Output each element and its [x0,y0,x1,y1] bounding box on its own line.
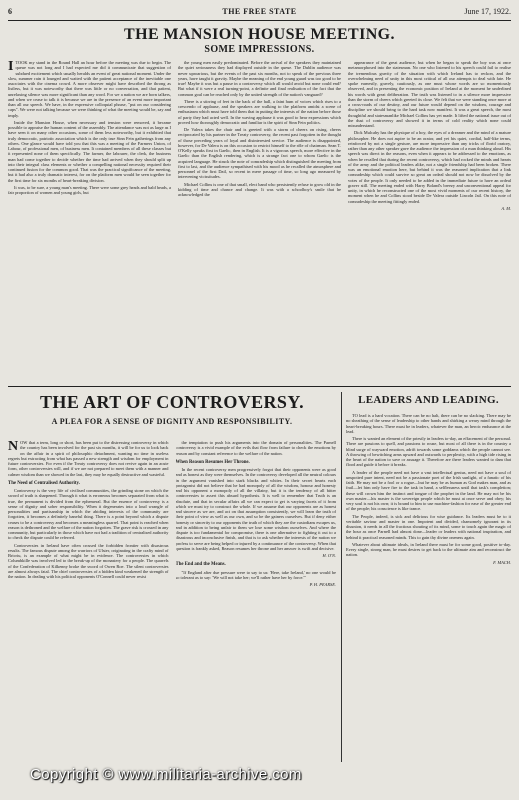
paragraph-text: In the recent controversy men progressively forgot that their opponents were as good and as honest as they were themselves. In the controversy developed all the neutral colours in the argument vanished into stark blacks and whites. In their secret hearts each protagonist did not believe that he had monopoly of all the wisdom, honour and honesty and his opponent a monopoly of all the villainy, but it is the tendency of all bitter controversies to assert this absurd hypothesis. It is well to remember that Truth is an absolute, and that in secular affairs all we can expect to get is varying facets of it from which we must try to construct the whole. If we assume that our opponents are as honest and sincere as we are, and act on that assumption consistently, we will learn the truth of their point of view as well as our own, and so be the gainers ourselves. But if deny either honesty or sincerity to our opponents the truth of which they are the custodians escapes us, and in addition to being unfair to them we lose some wisdom ourselves. And where the dispute is too fundamental for compromise, there is one alternative to fighting it out to a disastrous and inconclusive finish, and that is to ask whether the interests of the nation we profess to serve are being helped or injured by a continuance of the controversy. When that question is frankly asked, Reason resumes her throne and her answer is swift and decisive. [175,467,336,551]
paragraph [346,542,511,558]
paragraph [178,127,341,180]
paragraph [8,185,171,196]
article-controversy-body [8,440,336,760]
paragraph [348,130,511,204]
paragraph-text: TOOK my stand in the Round Hall an hour before the meeting was due to begin. The queue was not long and I had expected me did it communicate that suggestion of subdued excitement which usually heralds an event of great national moment. Under the slow, summer rain it lounged and waited with the patient acceptance of the inevitable one associates with the cinema crowd. A more observer might have described the throng as listless, but it was noteworthy that there was little or no conversation, and that patient, unrelaxing silence was more significant than any word. For we a nation we are born talkers, and when we cease to talk it is because we are in the presence of an event more important than all our speech. We have, in the expressive colloquial phrase, "put on our considering caps". We were not talking because we were thinking of what the meeting would be, say and imply. [8,60,171,118]
paragraph-text: the young men easily predominated. Before the arrival of the speakers they maintained the quiet seriousness they had displayed outside in the queue. The Dublin audience was never uproarious, but the events of the past six months, not to speak of the previous three years, have taught it gravity. Maybe the meaning of the end young guard was too good to be true! Maybe it was but a pause in a controversy which all would avoid but none could end? But what if it were a real turning-point, a definite and final realisation of the fact that the common goal can be reached only by the united strength of the nation's vanguard? [178,60,341,97]
paragraph [178,99,341,125]
paragraph [346,413,511,434]
issue-date: June 17, 1922. [464,7,511,16]
author-signature: H. O'N. [322,553,336,558]
paragraph-text: Controversy is the very life of civilised communities, the grinding stone on which the sword of truth is sharpened. Through it what is erroneous becomes separated from what is true, the permanent is divided from the ephemeral. But the essence of controversy is a sense of dignity and sober responsibility. When it degenerates into a loud wrangle of personalities and partisanship in which the abiding interests of the community are forgotten, it becomes a definitely baneful thing. There is a point beyond which a dispute ceases to be a controversy and becomes a meaningless quarrel. That point is reached when reason is dethroned and the welfare of the nation forgotten. The grave risk is crossed in any community, but particularly in those which have not had a tradition of centralised authority to check the dispute could be referred. [8,488,169,541]
page-number: 6 [8,7,12,16]
text-column [8,440,169,760]
column-divider [341,392,342,762]
paragraph [346,514,511,540]
section-subheading: The End and the Means. [175,562,226,568]
article-title: THE MANSION HOUSE MEETING. [124,26,395,43]
paragraph [178,60,341,97]
page-header [8,4,511,21]
drop-cap: N [8,440,19,454]
paragraph-text: It was, to be sure, a young man's meeting. There were some grey heads and bald heads, a fair proportion of women and young girls, but [8,184,171,195]
paragraph-text: Dick Mulcahy has the physique of a boy, the eyes of a dreamer and the mind of a mature philosopher. He does not aspire to be an orator, and yet his quiet, cordial, half-like terms, reinforced by not a single gesture, are more impressive than any tricks of florid oratory, rather than any other speaker gave the audience the impression of a man thinking aloud. His speech was direct in the reasons, even when it appears to be addressed to the emotions, as when he recalled that during the recent controversy, which had rocked the minds and hearts of the army and the political leaders alike, not a single friendship had been broken. There was an emotional emotion here, but behind it was the reasoned implication that a link comradeship which could survive so great an ordeal should not now be dissolved by the votes of the people. It only needed to be added in the immediate future to have an ordeal graver still. The meeting ended with Harry Boland's breezy and unconventional appeal for unity, in which he reconstructed one of the most vivid moments of our recent history, the moment when he and Collins stood beside De Valera outside Lincoln Jail. On this note of comradeship the meeting fittingly ended. [348,130,511,204]
paragraph-text: Michael Collins is one of that small, elect band who persistently refuse to grow old in the kidding of time and chance and change. It was with a schoolboy's smile that he acknowledged the [178,181,341,197]
paragraph-text: Controversies in Ireland have often crossed the forbidden frontier with disastrous results. The famous dispute among the warriors of Ulster, originating in the crafty mind of Bricriu, is an example of what might be in evidence. The controversies in which Columbkille was involved led to the break-up of the monastery for a people. The quarrels of the Confederation of Kilkenny broke the sword of Owen Roe. The silent controversies are almost always fatal. The chief controversies of a hidden kind weakened the strength of the nation. In dealing with his political opponents O'Connell could never resist [8,542,169,579]
paragraph-text: Whatever about ultimate ideals, in Ireland there must be for some good, positive to-day. Every single, strong man, he must desires to get back to the ultimate aim and reconstruct the nation. [346,541,511,558]
article-title: THE ART OF CONTROVERSY. [40,392,304,412]
paragraph-text: Inside the Mansion House, when necessary and tension were removed, it became possible to appraise the human content of the assembly. The attendance was not as large as I have seen it on many other occasions, some of them less noteworthy, but it exhibited that truly democratic, patriotic association which is the only true Sinn Fein gatherings from any others. One glance would have told you that this was a meeting of the Farmers Union, of Labour, of professional men, of business men. It contained members of all these classes but it represented none of them specifically. The farmer, the labourer, the clerk, the business man had come together to decide whether the time had arrived when they should split up into their integral class elements or whether a compelling national necessity required their continued fusion for the common good. That was the practical significance of the meeting, but it had also a truly dramatic interest, for on the platform men would be seen together for the first time for six months of heart-breaking division. [8,119,171,183]
paragraph [8,488,169,541]
author-signature: P. H. PEARSE. [309,582,336,587]
article-mansion-house-heading [8,24,511,58]
paragraph [346,470,511,512]
text-column [8,60,171,382]
paragraph [178,182,341,198]
author-signature: A. M. [501,205,511,211]
copyright-watermark: Copyright © www.militaria-archive.com [30,766,302,783]
publication-title: THE FREE STATE [222,7,297,16]
paragraph [8,440,169,477]
paragraph [8,60,171,118]
article-controversy-heading [8,390,336,436]
paragraph [348,60,511,128]
section-subheading: When Reason Resumes Her Throne. [175,459,250,465]
paragraph [176,440,337,456]
text-column [176,440,337,760]
paragraph [8,120,171,183]
paragraph-text: TO lead is a hard vocation. There can be no halt, there can be no slacking. There may be no sheathing of the sense of leadership to other hands and shirking a weary mind through the heart-breaking hours. There must be in leaders, whatever the man, an heroic endurance at the lead. [346,413,511,434]
paragraph-text: the temptation to push his arguments into the domain of personalities. The Parnell controversy is a vivid example of the evils that flow from failure to check the emotions by reason and by constant reference to the welfare of the nation. [175,440,336,456]
article-leaders-body [346,392,511,760]
paragraph-text: There is wanted an element of the priestly in leaders to-day, an effacement of the personal. There are passions to quell, and passions to rouse, but most of all there is in the country a blind surge of wayward emotion, adrift towards some goddams which the people cannot see. A throwing of bewitching arms upward and outwards to perplexity, with a high tide rising in the heart of the nation to save or assuage it. Therefore are there leaders wanted to dam that flood and guide it before it breaks. [346,436,511,468]
section-subheading: The Need of Centralised Authority. [8,480,80,486]
paragraph [176,570,337,581]
article-mansion-house-body [8,60,511,382]
article-subtitle: A PLEA FOR A SENSE OF DIGNITY AND RESPONSIBILITY. [51,417,293,426]
paragraph [346,436,511,468]
text-column [346,392,511,760]
paragraph-text: appearance of the great audience, but when he began to speak the boy was at once metamorphosed into the statesman. No one who listened to his speech could fail to realise the tremendous gravity of the situation with which Ireland has to reckon, and the overwhelming need of unity in this most critical of all our attempts to deal with fate. He spoke earnestly, gravely, cautiously, as one must whose words are so momentously observed, and in presenting the economic position of Ireland at the moment he underlined his words with great deliberation. The truth was listened to in a silence more impressive than the storm of cheers which greeted its close. We felt that we were standing once more at a cross-roads of our destiny, and our future would depend on the wisdom, courage and discipline we should bring to the hard task now manifest. It was a great speech, the most thoughtful and statesmanlike Michael Collins has yet made. It lifted the national issue out of the dust of controversy and showed it in terms of cold reality which none could misunderstand. [348,60,511,128]
paragraph-text: OW that a term, long or short, has been put to the distressing controversy in which the country has been involved for the past six months, it will be for us to look back on the affair in a spirit of philosophic detachment, wanting no time in useless regrets but extracting from what has passed a new strength and wisdom for employment in future controversies. For even if the Treaty controversy does not revive again in an acute form, other controversies will, and if we are not prepared to meet them with a manner and calmer wisdom than we showed in the last, they may be equally destructive and wasteful. [8,440,169,477]
article-title: LEADERS AND LEADING. [358,394,499,406]
article-subtitle: SOME IMPRESSIONS. [204,44,315,55]
author-signature: F. MACH. [493,559,511,565]
text-column [348,60,511,382]
paragraph-text: De Valera takes the chair and is greeted with a storm of cheers on rising, cheers reciprocated by his partner in the Treaty controversy, the recent past forgotten in the thought of those preceding years of loyal and disinterested service. The audience is disappointed, however, for De Valera is on this occasion to restrict himself to the rôle of chairman. Sean T. O'Kelly speaks first in Gaelic, then in English. It is a vigorous speech, more effective in the Gaelic than the English rendering, which is a strange fact one to whom Gaelic is the acquired language. He struck the note of comradeship which distinguished the meeting from first to last, and the audience sympathised with his mood as he recalled the atmosphere and personnel of the first Dail, so recent in mere passage of time, so long ago measured by intervening vicissitudes. [178,127,341,180]
paragraph [8,543,169,580]
text-column [178,60,341,382]
paragraph-text: The People, indeed, is sick and delirious for wise guidance. Its leaders must be to it veritable saviour and master in one. Impotent and divided, chamomely ignorant in its disunion, it needs in all the fractious shouting of its mind, some to touch again the magic of the hour as once Parnell had almost done—leader or leaders with national inspiration, and behind it practical reasoned minds. This to gain thy divine oneness again. [346,513,511,540]
section-divider [8,386,511,387]
paragraph-text: A leader of the people need not have a vast intellectual genius, need not have a soul of unspotted pure intent, need not be a passionate poet of the Irish sunlight, of a fanatic of his faith. He may not be a fool or a rogue—but he may be as human as God makes man, and as frail—let him only have fire to the task in hand, a selflessness until that task's completion; these will crown him the instinct and tongue of the prophet in the land. He may not be his own master—his master is the sovereign people which he must at once serve and obey; his very soul is not his own; it is bound to him to use machine-fashion for ease of the greater end of the people; his conscience is like trance. [346,469,511,512]
paragraph-text: There is a stirring of feet in the back of the hall, a faint hum of voices which rises to a crescendo of applause, and the speakers are walking to the platform amidst a scene of enthusiasm which must have told them that in putting the interests of the nation before those of party they had acted well. In the waving applause it was good to hear expressions which proved how thoroughly democratic and familiar is the spirit of Sinn Fein politics. [178,98,341,125]
drop-cap: I [8,60,14,74]
paragraph-text: "If England after due pressure were to say to us: 'Here, take Ireland,' no one would be so tolerant as to say: 'We will not take her; we'll rather have her by force.'" [175,569,336,580]
paragraph [176,467,337,551]
